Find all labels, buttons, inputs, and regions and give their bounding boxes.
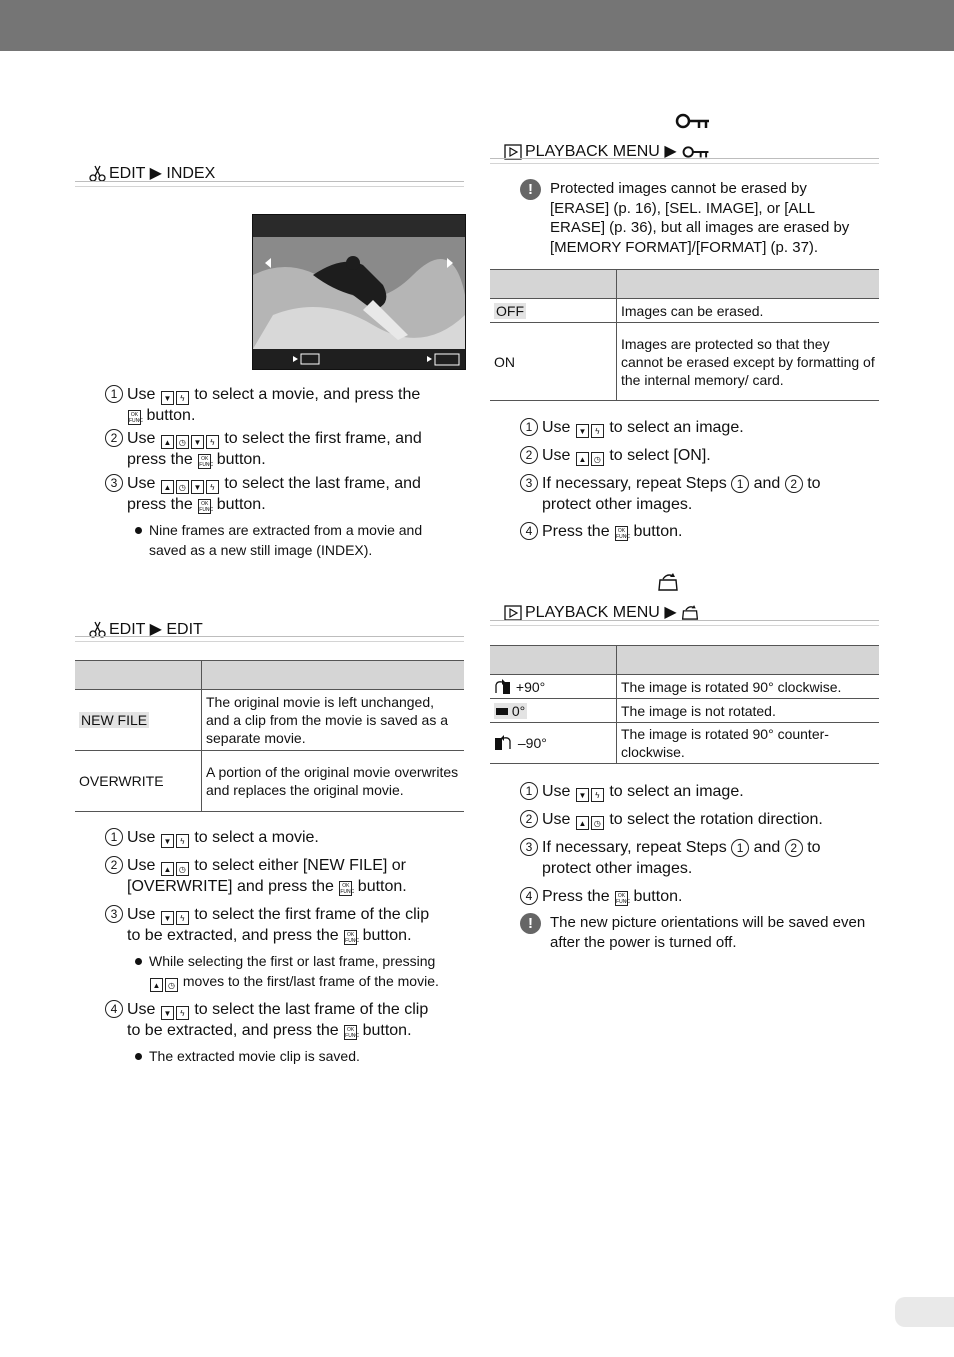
arrow-right-icon: ▶ [664,143,677,160]
right-button-icon: ϟ [176,391,189,405]
step-ref-2: 2 [785,475,803,493]
step-ref-1: 1 [731,475,749,493]
divider [75,636,464,637]
header-bar [0,0,954,51]
table-row: OVERWRITE A portion of the original movie overwrites and replaces the original movie. [75,751,464,812]
scissors-icon [89,165,106,182]
ok-func-button-icon: OK FUNC [616,893,630,905]
bullet-icon [135,1053,142,1060]
step-number: 2 [520,810,538,828]
bullet-icon [135,527,142,534]
step-number: 4 [105,1000,123,1018]
index-note: Nine frames are extracted from a movie and saved as a new still image (INDEX). [135,520,435,560]
edit-options-table [75,660,464,812]
step-number: 1 [520,418,538,436]
edit-step-1: 1 Use ▼ ϟ to select a movie. [105,827,465,848]
divider [75,181,464,182]
right-button-icon: ϟ [206,480,219,494]
right-button-icon: ϟ [206,435,219,449]
ok-func-button-icon: OK FUNC [340,883,355,895]
key-icon [675,112,711,130]
down-button-icon: ▼ [161,911,174,925]
rotate-step-2: 2 Use ▲ ◷ to select the rotation direction. [520,809,880,830]
protect-step-2: 2 Use ▲ ◷ to select [ON]. [520,445,880,466]
page-number-tab [895,1297,954,1327]
caution-icon: ! [520,179,541,200]
playback-icon [504,605,522,621]
step-number: 3 [520,838,538,856]
index-step-3: 3 Use ▲ ◷ ▼ ϟ to select the last frame, and press the OK FUNC button. [105,473,465,515]
step-number: 1 [520,782,538,800]
divider [490,625,879,626]
left-button-icon: ◷ [591,816,604,830]
divider [75,641,464,642]
down-button-icon: ▼ [161,1006,174,1020]
arrow-right-icon: ▶ [664,604,677,621]
table-row: OFF Images can be erased. [490,299,879,323]
rotate-step-4: 4 Press the OK FUNC button. [520,886,880,907]
surfer-photo [253,215,465,369]
protect-step-4: 4 Press the OK FUNC button. [520,521,880,542]
movie-frame-illustration [252,214,466,370]
protect-warning: ! Protected images cannot be erased by [ERASE] (p. 16), [SEL. IMAGE], or [ALL ERASE] (p. 36), but all images are erased by [MEMORY FORMAT]/[FORMAT] (p. 37). [520,179,870,257]
up-button-icon: ▲ [161,435,174,449]
ok-func-button-icon: OK FUNC [345,1027,360,1039]
step-number: 2 [105,429,123,447]
table-row: NEW FILE The original movie is left unchanged, and a clip from the movie is saved as a separate movie. [75,690,464,751]
step-number: 1 [105,828,123,846]
table-header [490,270,879,299]
right-button-icon: ϟ [176,1006,189,1020]
rotate-counterclockwise-icon [494,735,514,751]
table-row: ON Images are protected so that they cannot be erased except by formatting of the internal memory/ card. [490,323,879,401]
step-number: 2 [105,856,123,874]
step-number: 3 [520,474,538,492]
right-button-icon: ϟ [591,424,604,438]
rotate-step-1: 1 Use ▼ ϟ to select an image. [520,781,880,802]
index-step-1: 1 Use ▼ ϟ to select a movie, and press the OK FUNC button. [105,384,465,426]
right-button-icon: ϟ [176,834,189,848]
edit-step-4: 4 Use ▼ ϟ to select the last frame of the clip to be extracted, and press the OK FUNC button. [105,999,465,1041]
edit-note-1: While selecting the first or last frame, pressing ▲ ◷ moves to the first/last frame of the movie. [135,951,455,992]
down-button-icon: ▼ [191,480,204,494]
right-button-icon: ϟ [591,788,604,802]
up-button-icon: ▲ [576,816,589,830]
ok-func-button-icon: OK FUNC [345,932,360,944]
edit-menu-path: EDIT ▶ EDIT [89,620,203,640]
edit-note-2: The extracted movie clip is saved. [135,1046,455,1066]
rotate-icon [657,572,679,592]
step-number: 3 [105,474,123,492]
landscape-icon [496,708,508,715]
down-button-icon: ▼ [576,788,589,802]
down-button-icon: ▼ [191,435,204,449]
index-menu-path: EDIT ▶ INDEX [89,164,215,184]
step-ref-2: 2 [785,839,803,857]
rotate-options-table [490,645,879,764]
down-button-icon: ▼ [576,424,589,438]
table-row: –90° The image is rotated 90° counter-clockwise. [490,723,879,764]
ok-func-button-icon: OK FUNC [129,412,143,424]
rotate-step-3: 3 If necessary, repeat Steps 1 and 2 to protect other images. [520,837,880,879]
divider [490,163,879,164]
table-row: +90° The image is rotated 90° clockwise. [490,675,879,699]
arrow-right-icon: ▶ [149,621,162,638]
ok-func-button-icon: OK FUNC [199,501,214,513]
ok-func-button-icon: OK FUNC [199,456,214,468]
table-header [75,661,464,690]
left-button-icon: ◷ [176,480,189,494]
protect-options-table [490,269,879,401]
rotate-icon [681,604,699,621]
rotate-warning: ! The new picture orientations will be saved even after the power is turned off. [520,913,870,952]
up-button-icon: ▲ [576,452,589,466]
step-number: 4 [520,522,538,540]
protect-step-3: 3 If necessary, repeat Steps 1 and 2 to protect other images. [520,473,880,515]
step-number: 1 [105,385,123,403]
right-button-icon: ϟ [176,911,189,925]
table-header [490,646,879,675]
edit-step-3: 3 Use ▼ ϟ to select the first frame of the clip to be extracted, and press the OK FUNC button. [105,904,465,946]
up-button-icon: ▲ [161,480,174,494]
divider [490,158,879,159]
caution-icon: ! [520,913,541,934]
divider [75,186,464,187]
bullet-icon [135,958,142,965]
left-button-icon: ◷ [591,452,604,466]
divider [490,620,879,621]
table-row: 0° The image is not rotated. [490,699,879,723]
left-button-icon: ◷ [176,435,189,449]
rotate-menu-path: PLAYBACK MENU ▶ [504,603,702,623]
step-number: 4 [520,887,538,905]
down-button-icon: ▼ [161,834,174,848]
up-button-icon: ▲ [161,862,174,876]
protect-menu-path: PLAYBACK MENU ▶ [504,142,714,162]
left-button-icon: ◷ [165,978,178,992]
step-number: 2 [520,446,538,464]
key-icon [681,145,711,159]
ok-func-button-icon: OK FUNC [616,528,630,540]
up-button-icon: ▲ [150,978,163,992]
rotate-clockwise-icon [494,679,512,695]
index-step-2: 2 Use ▲ ◷ ▼ ϟ to select the first frame, and press the OK FUNC button. [105,428,465,470]
arrow-right-icon: ▶ [149,165,162,182]
down-button-icon: ▼ [161,391,174,405]
step-ref-1: 1 [731,839,749,857]
left-button-icon: ◷ [176,862,189,876]
step-number: 3 [105,905,123,923]
protect-step-1: 1 Use ▼ ϟ to select an image. [520,417,880,438]
edit-step-2: 2 Use ▲ ◷ to select either [NEW FILE] or [OVERWRITE] and press the OK FUNC button. [105,855,465,897]
